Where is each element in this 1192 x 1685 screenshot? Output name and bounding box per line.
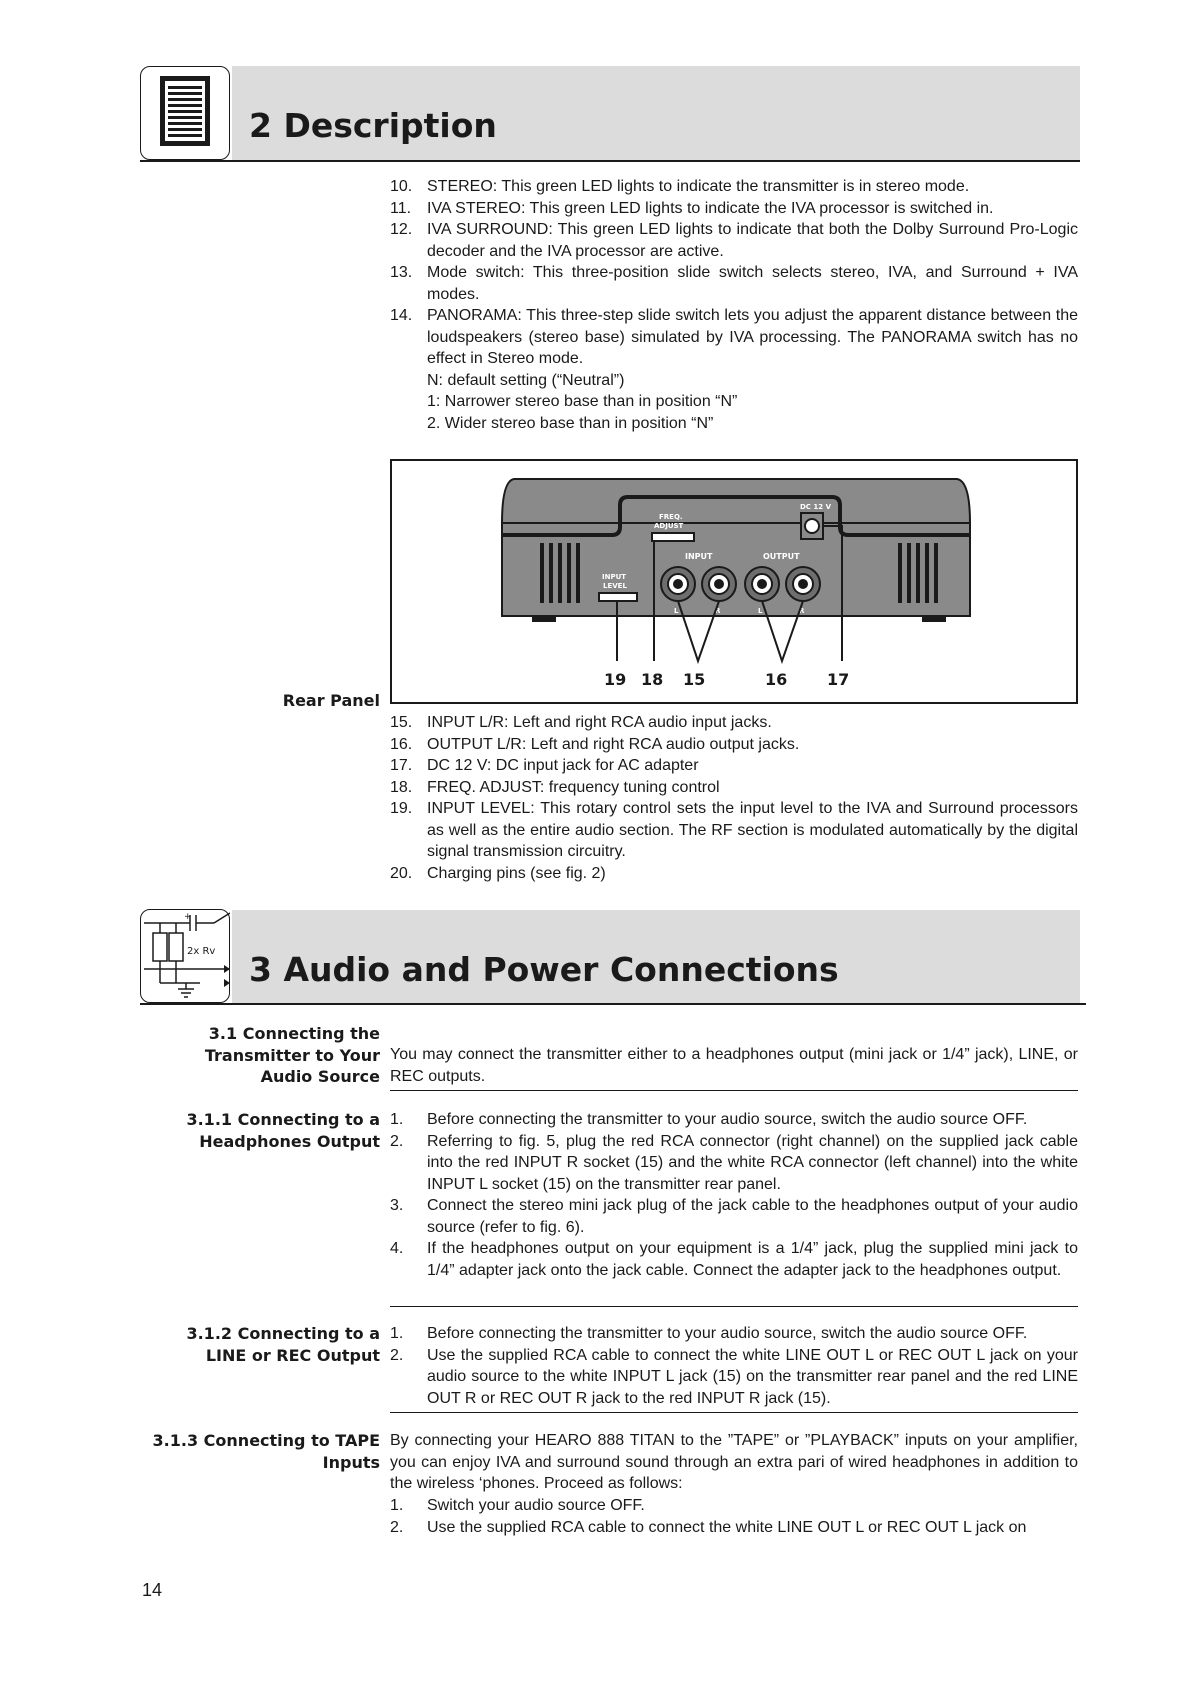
list-item: 3. Connect the stereo mini jack plug of the jack cable to the headphones output of your audio source (refer to fig. 6). xyxy=(390,1197,1078,1236)
list-item: 12. IVA SURROUND: This green LED lights to indicate that both the Dolby Surround Pro-Logic decoder and the IVA processor are active. xyxy=(390,221,1078,260)
section-3-header-rule xyxy=(140,1003,1086,1005)
label-freq: FREQ. xyxy=(659,513,683,521)
list-item: 2. Referring to fig. 5, plug the red RCA connector (right channel) on the supplied jack cable into the red INPUT R socket (15) and the white RCA connector (left channel) into the white INPUT L socket (15) on the transmitter rear panel. xyxy=(390,1132,1078,1193)
panorama-setting-2: 2. Wider stereo base than in position “N” xyxy=(427,414,714,432)
list-item: 4. If the headphones output on your equipment is a 1/4” jack, plug the supplied mini jack to 1/4” adapter jack onto the jack cable. Connect the adapter jack to the headphones output. xyxy=(390,1240,1078,1279)
callout-17: 17 xyxy=(827,670,850,689)
label-l-in: L xyxy=(674,607,679,615)
section-3-icon-frame xyxy=(140,909,230,1003)
description-list-1 xyxy=(390,176,1078,434)
divider xyxy=(390,1412,1078,1413)
document-icon xyxy=(140,66,230,160)
list-item: 20. Charging pins (see fig. 2) xyxy=(390,864,606,882)
callout-16: 16 xyxy=(765,670,788,689)
section-3-title: 3 Audio and Power Connections xyxy=(249,950,839,989)
label-output: OUTPUT xyxy=(763,552,800,561)
page-number: 14 xyxy=(142,1580,163,1600)
circuit-icon xyxy=(140,909,230,1003)
label-adjust: ADJUST xyxy=(654,522,684,530)
section-3-1-3-list xyxy=(390,1495,1078,1538)
list-item: 13. Mode switch: This three-position slide switch selects stereo, IVA, and Surround + IVA modes. xyxy=(390,264,1078,303)
panorama-setting-1: 1: Narrower stereo base than in position “N” xyxy=(427,393,738,410)
list-item: 10. STEREO: This green LED lights to indicate the transmitter is in stereo mode. xyxy=(390,178,970,195)
label-input: INPUT xyxy=(685,552,713,561)
list-item: 19. INPUT LEVEL: This rotary control sets the input level to the IVA and Surround processors as well as the entire audio section. The RF section is modulated automatically by the digital signal transmission circuitry. xyxy=(390,800,1078,860)
label-dc: DC 12 V xyxy=(800,503,831,511)
list-item: 18. FREQ. ADJUST: frequency tuning control xyxy=(390,778,720,796)
callout-18: 18 xyxy=(641,670,664,689)
section-2-header-rule xyxy=(140,160,1080,162)
callout-15: 15 xyxy=(683,670,706,689)
list-item: 14. PANORAMA: This three-step slide switch lets you adjust the apparent distance between the loudspeakers (stereo base) simulated by IVA processing. The PANORAMA switch has no effect in Stereo mode. N: default setting (“Neutral”) 1: Narrower stereo base than in position “N” 2. Wider stereo base than in position “N” xyxy=(390,305,1078,434)
section-2-icon-frame xyxy=(140,66,230,160)
list-item: 16. OUTPUT L/R: Left and right RCA audio output jacks. xyxy=(390,735,800,753)
section-3-1-2-list xyxy=(390,1323,1078,1409)
list-item: 2. Use the supplied RCA cable to connect the white LINE OUT L or REC OUT L jack on xyxy=(390,1518,1027,1536)
svg-text:+: + xyxy=(183,911,192,922)
heading-3-1: 3.1 Connecting the Transmitter to Your Audio Source xyxy=(204,1024,380,1086)
rear-panel-illustration xyxy=(392,461,1076,702)
description-list-2 xyxy=(390,712,1078,884)
list-item: 15. INPUT L/R: Left and right RCA audio input jacks. xyxy=(390,714,772,731)
panorama-setting-n: N: default setting (“Neutral”) xyxy=(427,371,625,389)
callout-19: 19 xyxy=(604,670,627,689)
rear-panel-figure xyxy=(390,459,1078,704)
label-l-out: L xyxy=(758,607,763,615)
label-input-level-1: INPUT xyxy=(602,573,627,581)
section-3-1-text: You may connect the transmitter either to a headphones output (mini jack or 1/4” jack), LINE, or REC outputs. xyxy=(390,1046,1078,1085)
section-3-1-1-list xyxy=(390,1109,1078,1281)
rear-panel-caption: Rear Panel xyxy=(282,691,380,710)
list-item: 17. DC 12 V: DC input jack for AC adapter xyxy=(390,757,699,774)
section-3-1-3-text: By connecting your HEARO 888 TITAN to the ”TAPE” or ”PLAYBACK” inputs on your amplifier, you can enjoy IVA and surround sound through an extra pari of wired headphones in addition to the wireless ‘phones. Proceed as follows: xyxy=(390,1432,1078,1492)
heading-3-1-3: 3.1.3 Connecting to TAPE Inputs xyxy=(152,1431,380,1472)
divider xyxy=(390,1090,1078,1091)
heading-3-1-2: 3.1.2 Connecting to a LINE or REC Output xyxy=(186,1324,380,1365)
list-item: 1. Switch your audio source OFF. xyxy=(390,1497,645,1514)
list-item: 1. Before connecting the transmitter to your audio source, switch the audio source OFF. xyxy=(390,1111,1028,1128)
label-r-out: R xyxy=(799,607,805,615)
label-input-level-2: LEVEL xyxy=(603,582,627,590)
label-r-in: R xyxy=(715,607,721,615)
heading-3-1-1: 3.1.1 Connecting to a Headphones Output xyxy=(186,1110,380,1151)
list-item: 1. Before connecting the transmitter to your audio source, switch the audio source OFF. xyxy=(390,1325,1028,1342)
divider xyxy=(390,1306,1078,1307)
list-item: 11. IVA STEREO: This green LED lights to indicate the IVA processor is switched in. xyxy=(390,199,994,217)
section-2-title: 2 Description xyxy=(249,106,497,145)
circuit-label: 2x Rv xyxy=(186,945,215,957)
list-item: 2. Use the supplied RCA cable to connect the white LINE OUT L or REC OUT L jack on your audio source to the white INPUT L jack (15) on the transmitter rear panel and the red LINE OUT R or REC OUT R jack to the red INPUT R jack (15). xyxy=(390,1346,1078,1407)
